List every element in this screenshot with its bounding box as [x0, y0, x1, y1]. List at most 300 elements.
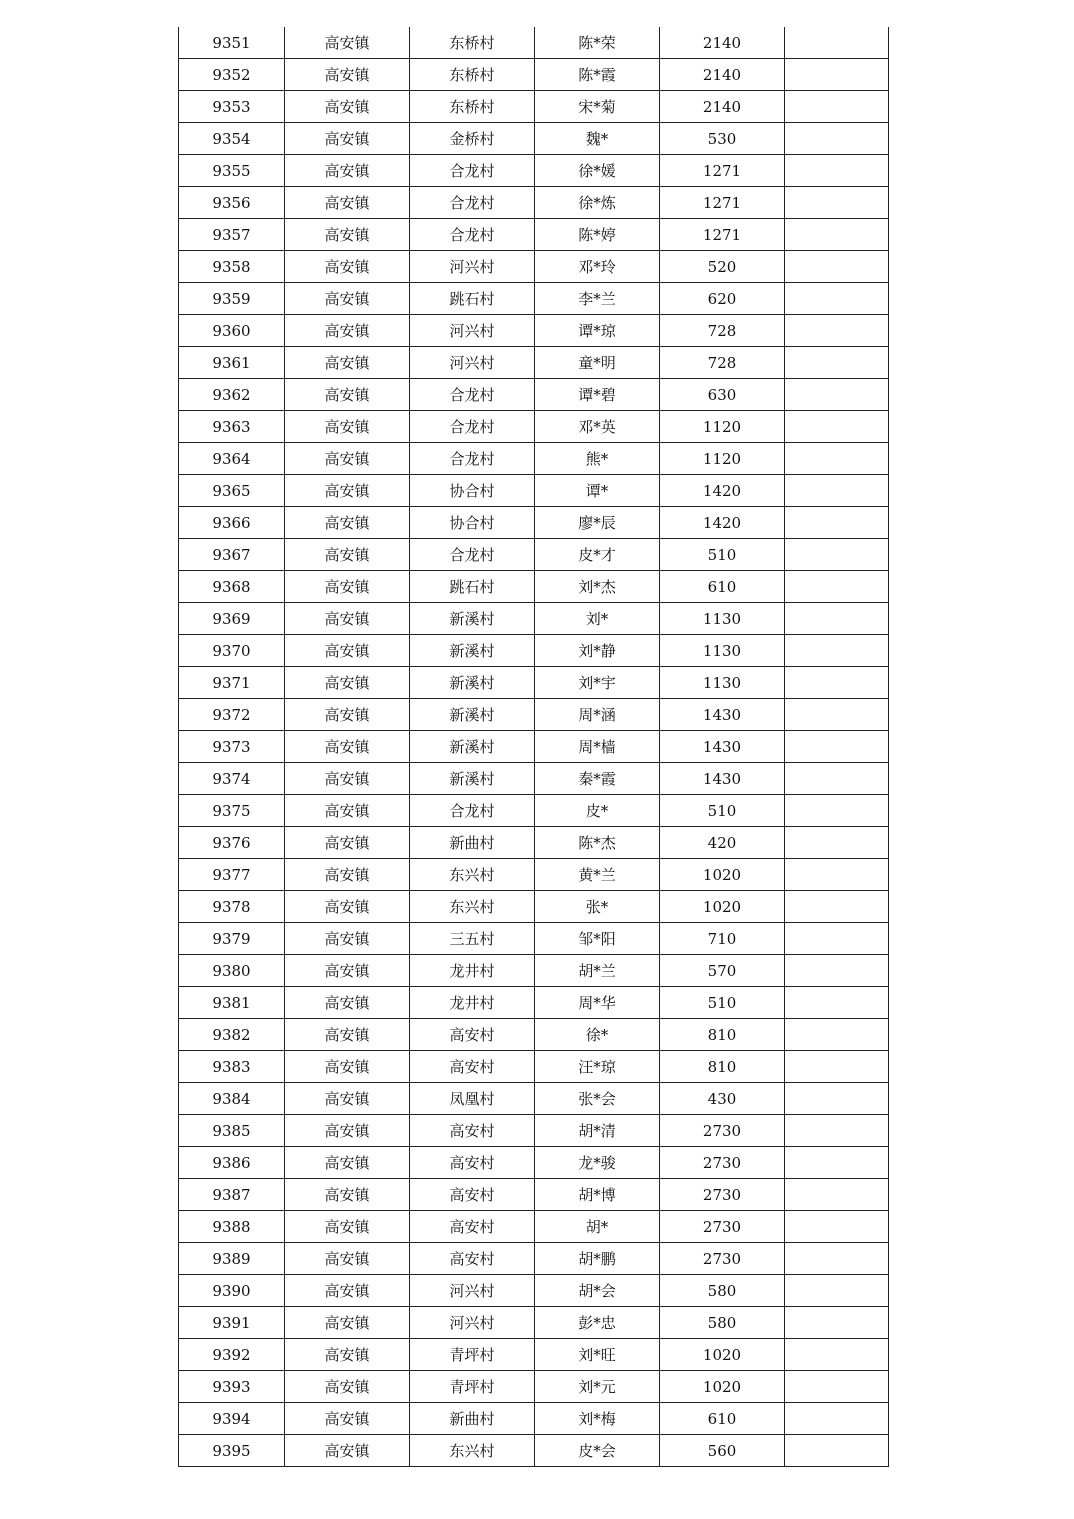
row-number-cell: 9388	[179, 1211, 285, 1243]
note-cell	[785, 1339, 889, 1371]
amount-cell: 2730	[660, 1179, 785, 1211]
town-cell: 高安镇	[285, 507, 410, 539]
village-cell: 跳石村	[410, 283, 535, 315]
town-cell: 高安镇	[285, 763, 410, 795]
row-number-cell: 9374	[179, 763, 285, 795]
town-cell: 高安镇	[285, 347, 410, 379]
name-cell: 魏*	[535, 123, 660, 155]
town-cell: 高安镇	[285, 1371, 410, 1403]
village-cell: 跳石村	[410, 571, 535, 603]
name-cell: 刘*旺	[535, 1339, 660, 1371]
table-row	[179, 1307, 889, 1339]
note-cell	[785, 539, 889, 571]
row-number-cell: 9359	[179, 283, 285, 315]
amount-cell: 2730	[660, 1147, 785, 1179]
amount-cell: 620	[660, 283, 785, 315]
name-cell: 刘*宇	[535, 667, 660, 699]
amount-cell: 710	[660, 923, 785, 955]
name-cell: 陈*杰	[535, 827, 660, 859]
table-row	[179, 507, 889, 539]
village-cell: 河兴村	[410, 347, 535, 379]
note-cell	[785, 795, 889, 827]
row-number-cell: 9387	[179, 1179, 285, 1211]
table-row	[179, 891, 889, 923]
note-cell	[785, 1275, 889, 1307]
name-cell: 胡*清	[535, 1115, 660, 1147]
table-row	[179, 27, 889, 59]
table-row	[179, 635, 889, 667]
table-row	[179, 923, 889, 955]
town-cell: 高安镇	[285, 1275, 410, 1307]
amount-cell: 1271	[660, 155, 785, 187]
amount-cell: 1420	[660, 475, 785, 507]
town-cell: 高安镇	[285, 635, 410, 667]
table-row	[179, 1147, 889, 1179]
town-cell: 高安镇	[285, 91, 410, 123]
name-cell: 皮*才	[535, 539, 660, 571]
name-cell: 汪*琼	[535, 1051, 660, 1083]
town-cell: 高安镇	[285, 827, 410, 859]
village-cell: 东兴村	[410, 891, 535, 923]
amount-cell: 1020	[660, 891, 785, 923]
row-number-cell: 9356	[179, 187, 285, 219]
table-row	[179, 1051, 889, 1083]
note-cell	[785, 699, 889, 731]
row-number-cell: 9358	[179, 251, 285, 283]
note-cell	[785, 155, 889, 187]
village-cell: 河兴村	[410, 1307, 535, 1339]
amount-cell: 810	[660, 1051, 785, 1083]
town-cell: 高安镇	[285, 1147, 410, 1179]
name-cell: 张*会	[535, 1083, 660, 1115]
amount-cell: 728	[660, 315, 785, 347]
note-cell	[785, 635, 889, 667]
name-cell: 徐*炼	[535, 187, 660, 219]
amount-cell: 2140	[660, 59, 785, 91]
amount-cell: 1120	[660, 411, 785, 443]
name-cell: 皮*	[535, 795, 660, 827]
note-cell	[785, 1307, 889, 1339]
row-number-cell: 9354	[179, 123, 285, 155]
row-number-cell: 9352	[179, 59, 285, 91]
amount-cell: 2730	[660, 1115, 785, 1147]
town-cell: 高安镇	[285, 1307, 410, 1339]
note-cell	[785, 1147, 889, 1179]
village-cell: 合龙村	[410, 155, 535, 187]
town-cell: 高安镇	[285, 1019, 410, 1051]
table-row	[179, 1435, 889, 1467]
town-cell: 高安镇	[285, 1403, 410, 1435]
note-cell	[785, 1243, 889, 1275]
row-number-cell: 9379	[179, 923, 285, 955]
row-number-cell: 9383	[179, 1051, 285, 1083]
name-cell: 陈*荣	[535, 27, 660, 59]
amount-cell: 610	[660, 1403, 785, 1435]
town-cell: 高安镇	[285, 443, 410, 475]
amount-cell: 1430	[660, 763, 785, 795]
name-cell: 童*明	[535, 347, 660, 379]
name-cell: 邹*阳	[535, 923, 660, 955]
table-row	[179, 1179, 889, 1211]
row-number-cell: 9393	[179, 1371, 285, 1403]
amount-cell: 1120	[660, 443, 785, 475]
village-cell: 东桥村	[410, 27, 535, 59]
name-cell: 秦*霞	[535, 763, 660, 795]
note-cell	[785, 891, 889, 923]
row-number-cell: 9376	[179, 827, 285, 859]
town-cell: 高安镇	[285, 987, 410, 1019]
town-cell: 高安镇	[285, 251, 410, 283]
note-cell	[785, 1179, 889, 1211]
table-row	[179, 763, 889, 795]
table-row	[179, 571, 889, 603]
amount-cell: 510	[660, 539, 785, 571]
name-cell: 周*樯	[535, 731, 660, 763]
row-number-cell: 9389	[179, 1243, 285, 1275]
town-cell: 高安镇	[285, 59, 410, 91]
row-number-cell: 9351	[179, 27, 285, 59]
row-number-cell: 9361	[179, 347, 285, 379]
row-number-cell: 9353	[179, 91, 285, 123]
village-cell: 合龙村	[410, 795, 535, 827]
row-number-cell: 9375	[179, 795, 285, 827]
amount-cell: 420	[660, 827, 785, 859]
amount-cell: 1430	[660, 731, 785, 763]
town-cell: 高安镇	[285, 699, 410, 731]
town-cell: 高安镇	[285, 219, 410, 251]
note-cell	[785, 1019, 889, 1051]
table-row	[179, 1275, 889, 1307]
row-number-cell: 9382	[179, 1019, 285, 1051]
village-cell: 合龙村	[410, 379, 535, 411]
table-row	[179, 987, 889, 1019]
amount-cell: 580	[660, 1275, 785, 1307]
town-cell: 高安镇	[285, 411, 410, 443]
row-number-cell: 9371	[179, 667, 285, 699]
table-row	[179, 955, 889, 987]
table-row	[179, 251, 889, 283]
village-cell: 东桥村	[410, 59, 535, 91]
town-cell: 高安镇	[285, 283, 410, 315]
town-cell: 高安镇	[285, 571, 410, 603]
amount-cell: 560	[660, 1435, 785, 1467]
amount-cell: 1271	[660, 219, 785, 251]
row-number-cell: 9395	[179, 1435, 285, 1467]
table-row	[179, 1115, 889, 1147]
table-row	[179, 667, 889, 699]
town-cell: 高安镇	[285, 667, 410, 699]
village-cell: 三五村	[410, 923, 535, 955]
table-row	[179, 603, 889, 635]
name-cell: 龙*骏	[535, 1147, 660, 1179]
table-row	[179, 315, 889, 347]
table-row	[179, 1339, 889, 1371]
village-cell: 河兴村	[410, 251, 535, 283]
village-cell: 协合村	[410, 507, 535, 539]
name-cell: 刘*	[535, 603, 660, 635]
town-cell: 高安镇	[285, 27, 410, 59]
town-cell: 高安镇	[285, 731, 410, 763]
note-cell	[785, 475, 889, 507]
amount-cell: 2730	[660, 1243, 785, 1275]
table-row	[179, 1211, 889, 1243]
village-cell: 合龙村	[410, 411, 535, 443]
row-number-cell: 9394	[179, 1403, 285, 1435]
note-cell	[785, 827, 889, 859]
village-cell: 高安村	[410, 1211, 535, 1243]
table-row	[179, 1019, 889, 1051]
row-number-cell: 9364	[179, 443, 285, 475]
note-cell	[785, 347, 889, 379]
row-number-cell: 9392	[179, 1339, 285, 1371]
table-row	[179, 379, 889, 411]
village-cell: 新溪村	[410, 603, 535, 635]
name-cell: 谭*	[535, 475, 660, 507]
village-cell: 新溪村	[410, 763, 535, 795]
town-cell: 高安镇	[285, 795, 410, 827]
table-row	[179, 411, 889, 443]
table-row	[179, 827, 889, 859]
table-row	[179, 155, 889, 187]
name-cell: 廖*辰	[535, 507, 660, 539]
village-cell: 龙井村	[410, 955, 535, 987]
amount-cell: 2730	[660, 1211, 785, 1243]
note-cell	[785, 731, 889, 763]
name-cell: 谭*碧	[535, 379, 660, 411]
town-cell: 高安镇	[285, 1083, 410, 1115]
row-number-cell: 9384	[179, 1083, 285, 1115]
note-cell	[785, 859, 889, 891]
row-number-cell: 9366	[179, 507, 285, 539]
amount-cell: 580	[660, 1307, 785, 1339]
town-cell: 高安镇	[285, 859, 410, 891]
row-number-cell: 9381	[179, 987, 285, 1019]
name-cell: 刘*静	[535, 635, 660, 667]
note-cell	[785, 507, 889, 539]
town-cell: 高安镇	[285, 603, 410, 635]
name-cell: 徐*媛	[535, 155, 660, 187]
row-number-cell: 9386	[179, 1147, 285, 1179]
row-number-cell: 9380	[179, 955, 285, 987]
note-cell	[785, 91, 889, 123]
name-cell: 邓*玲	[535, 251, 660, 283]
row-number-cell: 9372	[179, 699, 285, 731]
village-cell: 新溪村	[410, 731, 535, 763]
name-cell: 李*兰	[535, 283, 660, 315]
village-cell: 河兴村	[410, 315, 535, 347]
note-cell	[785, 667, 889, 699]
note-cell	[785, 315, 889, 347]
table-row	[179, 795, 889, 827]
village-cell: 高安村	[410, 1147, 535, 1179]
amount-cell: 1130	[660, 635, 785, 667]
name-cell: 皮*会	[535, 1435, 660, 1467]
amount-cell: 1130	[660, 667, 785, 699]
village-cell: 高安村	[410, 1019, 535, 1051]
name-cell: 邓*英	[535, 411, 660, 443]
row-number-cell: 9369	[179, 603, 285, 635]
village-cell: 金桥村	[410, 123, 535, 155]
town-cell: 高安镇	[285, 1243, 410, 1275]
amount-cell: 510	[660, 795, 785, 827]
village-cell: 龙井村	[410, 987, 535, 1019]
village-cell: 合龙村	[410, 187, 535, 219]
amount-cell: 1020	[660, 859, 785, 891]
table-row	[179, 187, 889, 219]
name-cell: 胡*会	[535, 1275, 660, 1307]
name-cell: 熊*	[535, 443, 660, 475]
note-cell	[785, 59, 889, 91]
name-cell: 陈*婷	[535, 219, 660, 251]
town-cell: 高安镇	[285, 1339, 410, 1371]
name-cell: 彭*忠	[535, 1307, 660, 1339]
village-cell: 合龙村	[410, 443, 535, 475]
name-cell: 胡*鹏	[535, 1243, 660, 1275]
table-row	[179, 443, 889, 475]
table-row	[179, 59, 889, 91]
row-number-cell: 9391	[179, 1307, 285, 1339]
village-cell: 高安村	[410, 1115, 535, 1147]
village-cell: 新溪村	[410, 699, 535, 731]
table-row	[179, 91, 889, 123]
table-row	[179, 1243, 889, 1275]
table-row	[179, 123, 889, 155]
village-cell: 高安村	[410, 1179, 535, 1211]
amount-cell: 810	[660, 1019, 785, 1051]
row-number-cell: 9363	[179, 411, 285, 443]
village-cell: 新曲村	[410, 1403, 535, 1435]
note-cell	[785, 1403, 889, 1435]
name-cell: 刘*元	[535, 1371, 660, 1403]
note-cell	[785, 379, 889, 411]
note-cell	[785, 1435, 889, 1467]
note-cell	[785, 1371, 889, 1403]
row-number-cell: 9385	[179, 1115, 285, 1147]
village-cell: 合龙村	[410, 219, 535, 251]
note-cell	[785, 955, 889, 987]
name-cell: 徐*	[535, 1019, 660, 1051]
town-cell: 高安镇	[285, 539, 410, 571]
row-number-cell: 9390	[179, 1275, 285, 1307]
town-cell: 高安镇	[285, 123, 410, 155]
note-cell	[785, 987, 889, 1019]
amount-cell: 728	[660, 347, 785, 379]
name-cell: 谭*琼	[535, 315, 660, 347]
amount-cell: 630	[660, 379, 785, 411]
village-cell: 东兴村	[410, 859, 535, 891]
note-cell	[785, 283, 889, 315]
data-table	[178, 27, 889, 1467]
town-cell: 高安镇	[285, 315, 410, 347]
amount-cell: 510	[660, 987, 785, 1019]
table-row	[179, 859, 889, 891]
amount-cell: 530	[660, 123, 785, 155]
town-cell: 高安镇	[285, 1115, 410, 1147]
row-number-cell: 9362	[179, 379, 285, 411]
row-number-cell: 9368	[179, 571, 285, 603]
row-number-cell: 9365	[179, 475, 285, 507]
note-cell	[785, 1211, 889, 1243]
town-cell: 高安镇	[285, 475, 410, 507]
row-number-cell: 9360	[179, 315, 285, 347]
amount-cell: 2140	[660, 91, 785, 123]
table-row	[179, 283, 889, 315]
village-cell: 青坪村	[410, 1339, 535, 1371]
town-cell: 高安镇	[285, 1051, 410, 1083]
village-cell: 协合村	[410, 475, 535, 507]
amount-cell: 1020	[660, 1339, 785, 1371]
name-cell: 刘*梅	[535, 1403, 660, 1435]
table-row	[179, 1083, 889, 1115]
note-cell	[785, 603, 889, 635]
name-cell: 黄*兰	[535, 859, 660, 891]
village-cell: 东桥村	[410, 91, 535, 123]
village-cell: 高安村	[410, 1051, 535, 1083]
table-row	[179, 539, 889, 571]
amount-cell: 570	[660, 955, 785, 987]
name-cell: 周*华	[535, 987, 660, 1019]
amount-cell: 520	[660, 251, 785, 283]
table-row	[179, 1371, 889, 1403]
note-cell	[785, 923, 889, 955]
amount-cell: 1020	[660, 1371, 785, 1403]
town-cell: 高安镇	[285, 187, 410, 219]
town-cell: 高安镇	[285, 1211, 410, 1243]
name-cell: 周*涵	[535, 699, 660, 731]
town-cell: 高安镇	[285, 923, 410, 955]
row-number-cell: 9370	[179, 635, 285, 667]
village-cell: 河兴村	[410, 1275, 535, 1307]
amount-cell: 610	[660, 571, 785, 603]
row-number-cell: 9367	[179, 539, 285, 571]
note-cell	[785, 219, 889, 251]
village-cell: 新溪村	[410, 635, 535, 667]
note-cell	[785, 443, 889, 475]
table-row	[179, 347, 889, 379]
name-cell: 胡*兰	[535, 955, 660, 987]
town-cell: 高安镇	[285, 891, 410, 923]
amount-cell: 1130	[660, 603, 785, 635]
name-cell: 陈*霞	[535, 59, 660, 91]
row-number-cell: 9355	[179, 155, 285, 187]
amount-cell: 430	[660, 1083, 785, 1115]
note-cell	[785, 763, 889, 795]
note-cell	[785, 187, 889, 219]
amount-cell: 1420	[660, 507, 785, 539]
name-cell: 张*	[535, 891, 660, 923]
village-cell: 高安村	[410, 1243, 535, 1275]
name-cell: 宋*菊	[535, 91, 660, 123]
note-cell	[785, 1115, 889, 1147]
note-cell	[785, 411, 889, 443]
village-cell: 东兴村	[410, 1435, 535, 1467]
name-cell: 胡*博	[535, 1179, 660, 1211]
village-cell: 合龙村	[410, 539, 535, 571]
town-cell: 高安镇	[285, 1179, 410, 1211]
table-row	[179, 731, 889, 763]
town-cell: 高安镇	[285, 955, 410, 987]
note-cell	[785, 27, 889, 59]
village-cell: 新溪村	[410, 667, 535, 699]
table-body	[179, 27, 889, 1467]
amount-cell: 1271	[660, 187, 785, 219]
name-cell: 刘*杰	[535, 571, 660, 603]
table-row	[179, 699, 889, 731]
row-number-cell: 9378	[179, 891, 285, 923]
town-cell: 高安镇	[285, 379, 410, 411]
amount-cell: 1430	[660, 699, 785, 731]
town-cell: 高安镇	[285, 1435, 410, 1467]
